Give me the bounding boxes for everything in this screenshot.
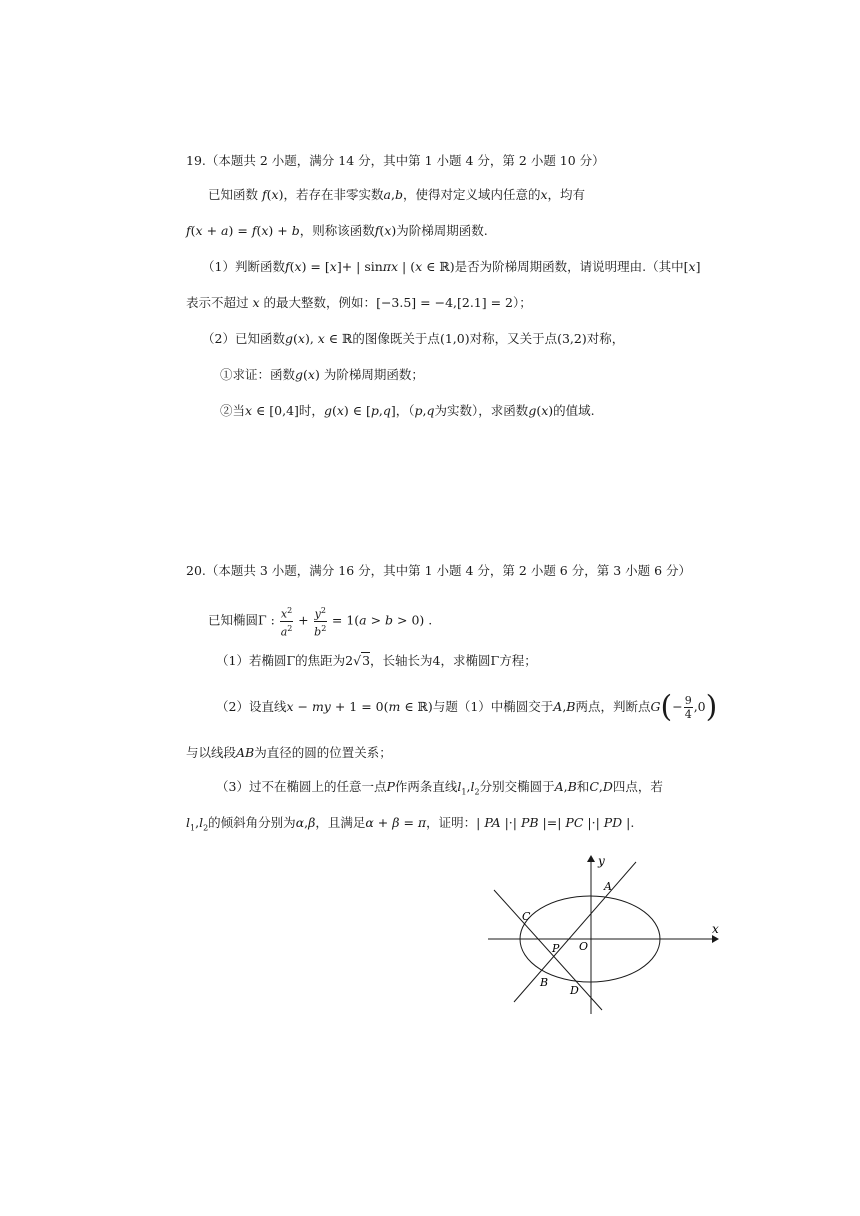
label-o: O [579,940,589,953]
label-p: P [552,942,560,955]
q20-part2-line2: 与以线段AB为直径的圆的位置关系； [186,745,392,760]
label-y: y [598,854,605,868]
q19-definition-line2: f(x + a) = f(x) + b，则称该函数f(x)为阶梯周期函数. [186,223,488,238]
label-d: D [570,984,579,997]
q19-part1-line1: （1）判断函数f(x) = [x]+ | sinπx | (x ∈ ℝ)是否为阶梯周期函数，请说明理由.（其中[x] [202,259,701,274]
q19-sub2: ②当x ∈ [0,4]时，g(x) ∈ [p,q]，（p,q为实数），求函数g(x)的值域. [220,403,595,418]
label-x: x [712,922,719,936]
q20-part2-line1: （2）设直线x − my + 1 = 0(m ∈ ℝ)与题（1）中椭圆交于A,B两点，判断点G(− $\frac{9}{4}$ ,0) [216,689,718,725]
q19-part2: （2）已知函数g(x), x ∈ ℝ的图像既关于点(1,0)对称，又关于点(3,2)对称， [202,331,625,346]
q20-part1: （1）若椭圆Γ的焦距为2√3，长轴长为4，求椭圆Γ方程； [216,653,537,668]
label-a: A [604,880,612,893]
ellipse-figure [484,852,728,1018]
q19-header: 19.（本题共 2 小题，满分 14 分，其中第 1 小题 4 分，第 2 小题 10 分） [186,153,605,168]
q20-header: 20.（本题共 3 小题，满分 16 分，其中第 1 小题 4 分，第 2 小题 6 分，第 3 小题 6 分） [186,563,692,578]
q20-intro: 已知椭圆Γ : $\frac{x^2}{a^2}$ + $\frac{y^2}{b^2}$ = 1(a > b > 0) . [208,606,433,639]
q19-part1-line2: 表示不超过 x 的最大整数，例如：[−3.5] = −4,[2.1] = 2）； [186,295,532,310]
q20-part3-line2: $l_1,l_2$的倾斜角分别为α,β，且满足α + β = π，证明：| PA |·| PB |=| PC |·| PD |. [186,815,635,833]
q19-sub1: ①求证：函数g(x) 为阶梯周期函数； [220,367,424,382]
label-b: B [540,976,549,989]
label-c: C [522,910,531,923]
q19-definition-line1: 已知函数 f(x)，若存在非零实数a,b，使得对定义域内任意的x，均有 [208,187,586,202]
q20-part3-line1: （3）过不在椭圆上的任意一点P作两条直线$l_1,l_2$分别交椭圆于A,B和C,D四点，若 [216,779,663,797]
